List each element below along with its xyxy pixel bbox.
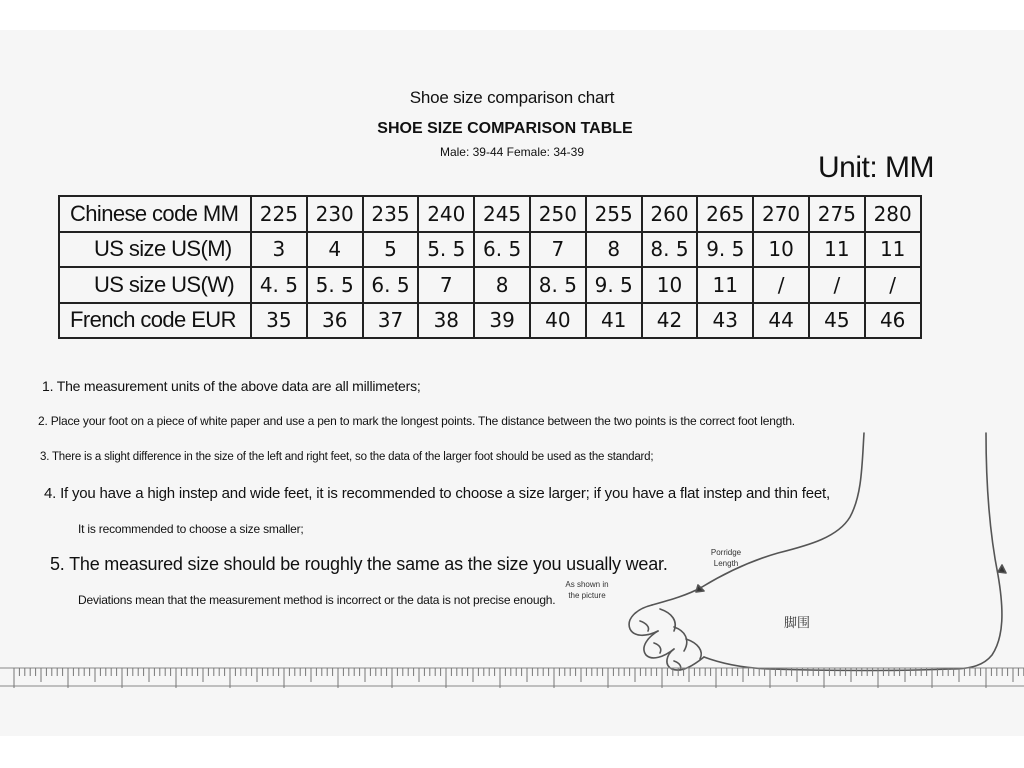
- table-cell: 44: [753, 303, 809, 339]
- table-cell: 8. 5: [530, 267, 586, 303]
- ruler-icon: [0, 662, 1024, 698]
- table-cell: 40: [530, 303, 586, 339]
- table-cell: 9. 5: [697, 232, 753, 268]
- table-row: [59, 232, 921, 268]
- table-title: SHOE SIZE COMPARISON TABLE: [377, 120, 633, 137]
- girth-label: [700, 547, 752, 569]
- table-cell: /: [809, 267, 865, 303]
- shown-label-line-1: As shown in: [565, 580, 609, 589]
- table-cell: 39: [474, 303, 530, 339]
- table-cell: 265: [697, 196, 753, 232]
- table-cell: 11: [697, 267, 753, 303]
- table-cell: 8: [586, 232, 642, 268]
- table-cell: 255: [586, 196, 642, 232]
- table-cell: 11: [809, 232, 865, 268]
- table-cell: 7: [418, 267, 474, 303]
- range-note: Male: 39-44 Female: 34-39: [439, 145, 585, 159]
- table-cell: 35: [251, 303, 307, 339]
- table-cell: 46: [865, 303, 921, 339]
- table-cell: 225: [251, 196, 307, 232]
- table-cell: 8: [474, 267, 530, 303]
- row-label: French code EUR: [59, 303, 251, 339]
- unit-label: Unit: MM: [818, 151, 934, 184]
- table-cell: 5. 5: [307, 267, 363, 303]
- table-cell: 250: [530, 196, 586, 232]
- table-cell: 8. 5: [642, 232, 698, 268]
- note-5-continued: Deviations mean that the measurement method is incorrect or the data is not precise enough.: [78, 593, 556, 607]
- table-row: [59, 303, 921, 339]
- note-3: 3. There is a slight difference in the size of the left and right feet, so the data of the larger foot should be used as the standard;: [40, 451, 654, 463]
- table-cell: 240: [418, 196, 474, 232]
- note-5: 5. The measured size should be roughly the same as the size you usually wear.: [50, 554, 668, 574]
- table-row: [59, 267, 921, 303]
- table-cell: 7: [530, 232, 586, 268]
- row-label: Chinese code MM: [59, 196, 251, 232]
- table-cell: 275: [809, 196, 865, 232]
- note-2: 2. Place your foot on a piece of white paper and use a pen to mark the longest points. The distance between the two points is the correct foot length.: [38, 414, 795, 428]
- table-cell: 280: [865, 196, 921, 232]
- chart-title: Shoe size comparison chart: [409, 88, 615, 107]
- girth-label-line-2: Length: [713, 559, 739, 568]
- shown-label: [560, 579, 614, 601]
- table-cell: 270: [753, 196, 809, 232]
- shown-label-line-2: the picture: [568, 591, 606, 600]
- table-cell: /: [865, 267, 921, 303]
- table-cell: 43: [697, 303, 753, 339]
- table-cell: 6. 5: [363, 267, 419, 303]
- table-cell: 9. 5: [586, 267, 642, 303]
- note-4: 4. If you have a high instep and wide feet, it is recommended to choose a size larger; if you have a flat instep and thin feet,: [44, 485, 830, 502]
- table-cell: /: [753, 267, 809, 303]
- table-cell: 41: [586, 303, 642, 339]
- row-label: US size US(M): [59, 232, 251, 268]
- table-cell: 6. 5: [474, 232, 530, 268]
- table-row: [59, 196, 921, 232]
- table-cell: 45: [809, 303, 865, 339]
- table-cell: 11: [865, 232, 921, 268]
- table-cell: 37: [363, 303, 419, 339]
- table-cell: 36: [307, 303, 363, 339]
- table-cell: 4. 5: [251, 267, 307, 303]
- table-cell: 4: [307, 232, 363, 268]
- note-4-continued: It is recommended to choose a size smaller;: [78, 522, 304, 536]
- table-cell: 230: [307, 196, 363, 232]
- foot-girth-mark: 脚围: [784, 615, 811, 630]
- table-cell: 42: [642, 303, 698, 339]
- row-label: US size US(W): [59, 267, 251, 303]
- note-1: 1. The measurement units of the above data are all millimeters;: [42, 378, 421, 394]
- table-cell: 260: [642, 196, 698, 232]
- table-cell: 5. 5: [418, 232, 474, 268]
- table-cell: 10: [753, 232, 809, 268]
- table-cell: 10: [642, 267, 698, 303]
- size-table: [58, 195, 922, 339]
- foot-outline-icon: [600, 425, 1024, 675]
- table-cell: 3: [251, 232, 307, 268]
- table-cell: 235: [363, 196, 419, 232]
- table-cell: 245: [474, 196, 530, 232]
- table-cell: 5: [363, 232, 419, 268]
- table-cell: 38: [418, 303, 474, 339]
- girth-label-line-1: Porridge: [710, 548, 742, 557]
